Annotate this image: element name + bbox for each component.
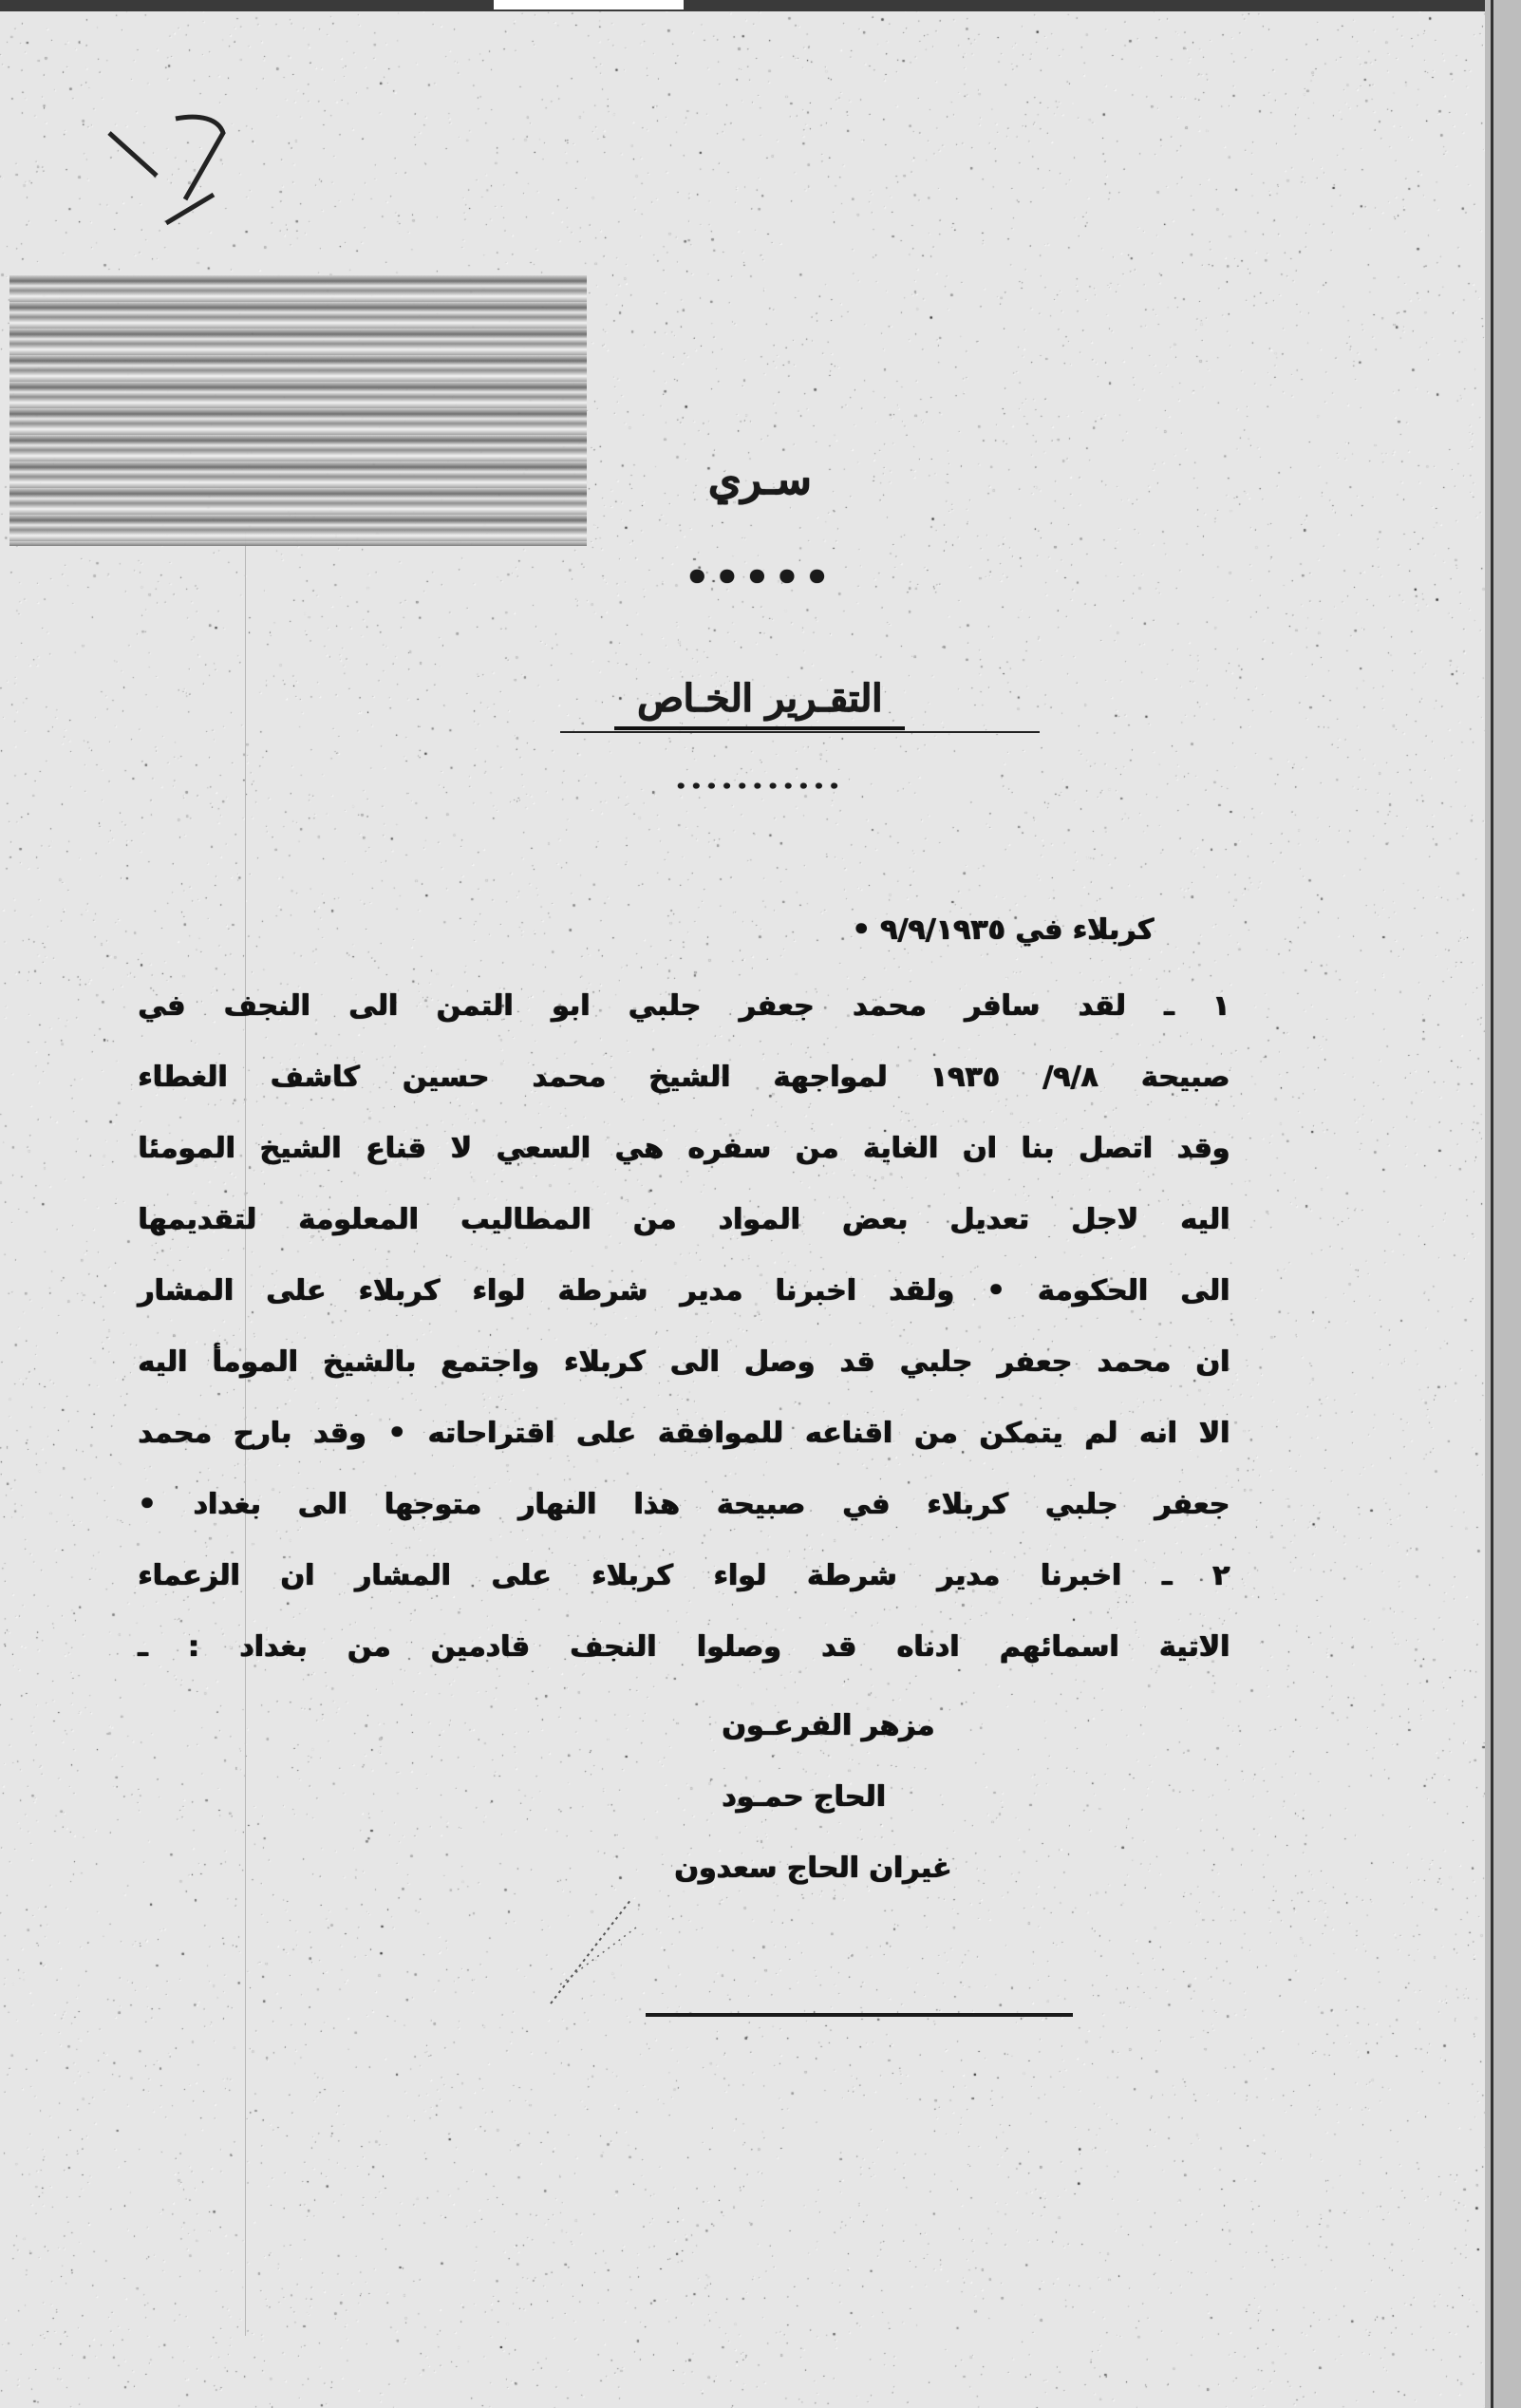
redaction-block bbox=[9, 275, 587, 546]
body-line: اليه لاجل تعديل بعض المواد من المطاليب المعلومة لتقديمها bbox=[138, 1203, 1230, 1236]
handwritten-folio-mark bbox=[95, 95, 237, 237]
name-list-item: غيران الحاج سعدون bbox=[674, 1852, 952, 1885]
classification-heading: سـري bbox=[707, 456, 812, 504]
report-title-text: التقـرير الخـاص bbox=[614, 676, 905, 730]
body-line: ٢ ـ اخبرنا مدير شرطة لواء كربلاء على المشار ان الزعماء bbox=[138, 1559, 1230, 1592]
body-line: ١ ـ لقد سافر محمد جعفر جلبي ابو التمن الى النجف في bbox=[138, 989, 1230, 1023]
name-list-item: الحاج حمـود bbox=[722, 1780, 886, 1814]
dots-separator-top: ••••• bbox=[685, 555, 835, 600]
report-title bbox=[513, 676, 1006, 721]
dateline: كربلاء في ٩/٩/١٩٣٥ • bbox=[852, 913, 1154, 947]
body-line: جعفر جلبي كربلاء في صبيحة هذا النهار متوجها الى بغداد • bbox=[138, 1488, 1230, 1521]
body-line: الا انه لم يتمكن من اقناعه للموافقة على اقتراحاته • وقد بارح محمد bbox=[138, 1417, 1230, 1450]
title-underline bbox=[560, 731, 1040, 733]
body-line: ان محمد جعفر جلبي قد وصل الى كربلاء واجتمع بالشيخ المومأ اليه bbox=[138, 1345, 1230, 1379]
body-line: صبيحة ٩/٨/ ١٩٣٥ لمواجهة الشيخ محمد حسين كاشف الغطاء bbox=[138, 1061, 1230, 1094]
name-list-item: مزهر الفرعـون bbox=[722, 1709, 935, 1742]
closing-rule bbox=[646, 2013, 1073, 2017]
scan-right-edge bbox=[1485, 0, 1521, 2408]
body-line: وقد اتصل بنا ان الغاية من سفره هي السعي لا قناع الشيخ المومئا bbox=[138, 1132, 1230, 1165]
dots-separator-mid: ........... bbox=[675, 760, 844, 796]
body-line: الى الحكومة • ولقد اخبرنا مدير شرطة لواء كربلاء على المشار bbox=[138, 1274, 1230, 1307]
scan-top-edge bbox=[0, 0, 1521, 11]
faint-pencil-mark bbox=[541, 1871, 655, 2013]
body-line: الاتية اسمائهم ادناه قد وصلوا النجف قادمين من بغداد : ـ bbox=[138, 1630, 1230, 1664]
